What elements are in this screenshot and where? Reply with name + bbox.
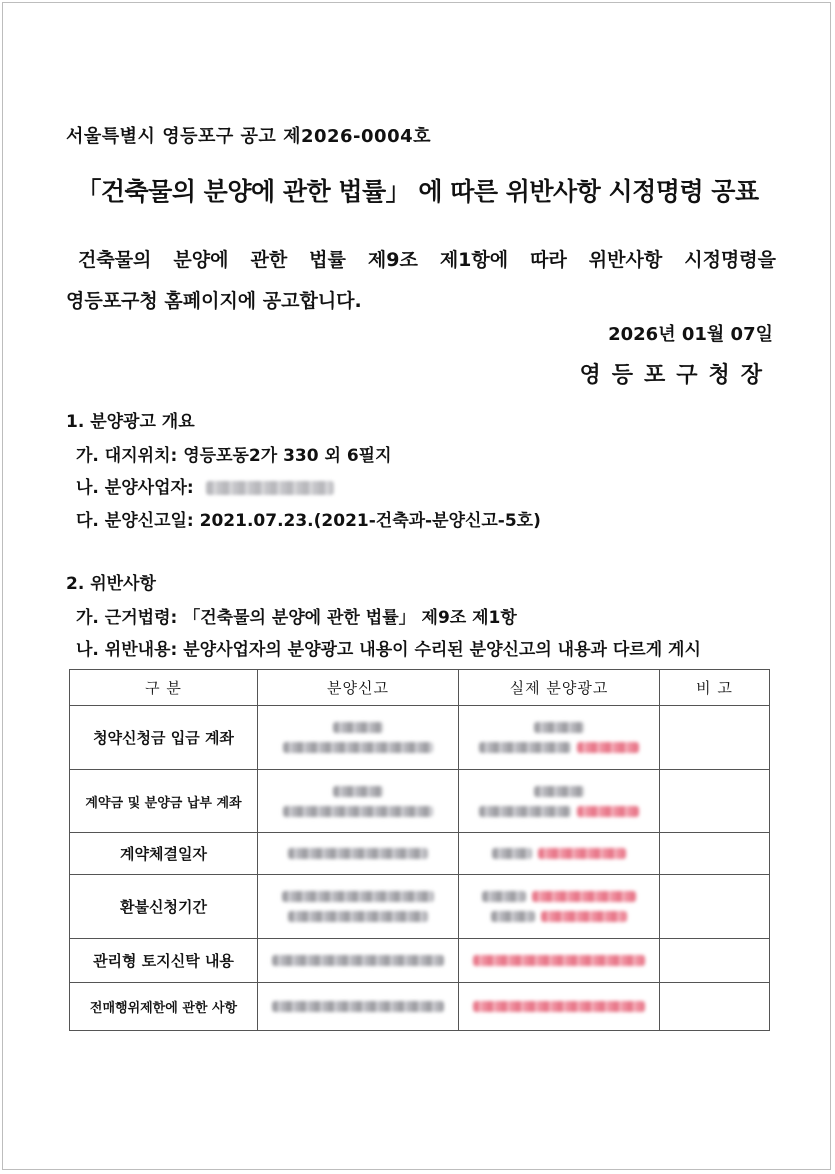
item-value: 영등포동2가 330 외 6필지 (183, 446, 392, 466)
redacted-ad-cell (459, 706, 660, 770)
violation-table (69, 669, 770, 1031)
remarks-cell (660, 983, 770, 1031)
item-prefix: 나. 분양사업자: (76, 478, 194, 498)
remarks-cell (660, 939, 770, 983)
remarks-cell (660, 706, 770, 770)
header-actual-ad: 실제 분양광고 (459, 670, 660, 706)
item-value: 「건축물의 분양에 관한 법률」 제9조 제1항 (183, 608, 517, 628)
redacted-reported-cell (258, 875, 459, 939)
redacted-reported-cell (258, 706, 459, 770)
header-reported: 분양신고 (258, 670, 459, 706)
remarks-cell (660, 833, 770, 875)
redacted-developer-name (206, 481, 334, 495)
table-header-row (70, 670, 770, 706)
notice-number: 서울특별시 영등포구 공고 제2026-0004호 (66, 126, 432, 147)
section-2-heading: 2. 위반사항 (66, 574, 156, 594)
notice-date: 2026년 01월 07일 (608, 324, 773, 345)
item-value: 2021.07.23.(2021-건축과-분양신고-5호) (199, 511, 541, 531)
section-2-item-violation (76, 635, 701, 660)
redacted-ad-cell (459, 939, 660, 983)
item-prefix: 가. 근거법령: (76, 608, 178, 628)
signer: 영등포구청장 (579, 363, 773, 388)
section-1-item-site (76, 441, 392, 466)
remarks-cell (660, 770, 770, 833)
row-label: 관리형 토지신탁 내용 (70, 939, 258, 983)
redacted-ad-cell (459, 770, 660, 833)
item-prefix: 다. 분양신고일: (76, 511, 194, 531)
remarks-cell (660, 875, 770, 939)
intro-line-2: 영등포구청 홈페이지에 공고합니다. (66, 290, 362, 312)
row-label: 계약체결일자 (70, 833, 258, 875)
redacted-reported-cell (258, 770, 459, 833)
table-row (70, 875, 770, 939)
table-row (70, 706, 770, 770)
item-prefix: 나. 위반내용: (76, 640, 178, 660)
table-row (70, 939, 770, 983)
notice-title: 「건축물의 분양에 관한 법률」 에 따른 위반사항 시정명령 공표 (76, 177, 759, 206)
row-label: 청약신청금 입금 계좌 (70, 706, 258, 770)
redacted-ad-cell (459, 833, 660, 875)
header-category: 구 분 (70, 670, 258, 706)
redacted-ad-cell (459, 875, 660, 939)
section-2-item-law (76, 603, 517, 628)
row-label: 계약금 및 분양금 납부 계좌 (70, 770, 258, 833)
item-value: 분양사업자의 분양광고 내용이 수리된 분양신고의 내용과 다르게 게시 (183, 640, 701, 660)
redacted-reported-cell (258, 983, 459, 1031)
row-label: 환불신청기간 (70, 875, 258, 939)
table-row (70, 983, 770, 1031)
redacted-ad-cell (459, 983, 660, 1031)
redacted-reported-cell (258, 939, 459, 983)
intro-paragraph (66, 240, 776, 322)
section-1-heading: 1. 분양광고 개요 (66, 412, 195, 432)
table-row (70, 833, 770, 875)
section-1-item-report-date (76, 506, 541, 531)
intro-line-1: 건축물의 분양에 관한 법률 제9조 제1항에 따라 위반사항 시정명령을 (78, 249, 776, 271)
table-row (70, 770, 770, 833)
row-label: 전매행위제한에 관한 사항 (70, 983, 258, 1031)
item-prefix: 가. 대지위치: (76, 446, 178, 466)
section-1-item-developer (76, 473, 334, 498)
redacted-reported-cell (258, 833, 459, 875)
header-remarks: 비 고 (660, 670, 770, 706)
